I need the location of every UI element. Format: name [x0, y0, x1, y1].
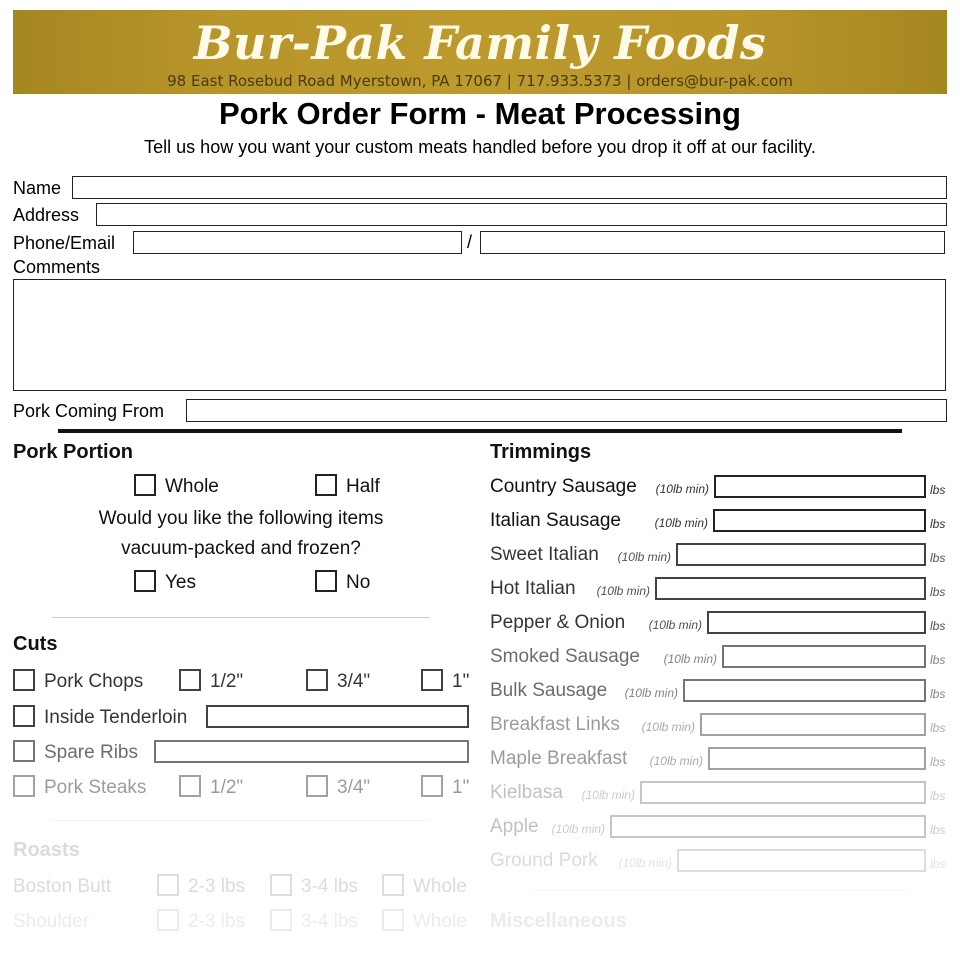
company-contact: 98 East Rosebud Road Myerstown, PA 17067 | 717.933.5373 | orders@bur-pak.com: [167, 72, 793, 90]
boston-butt-opt3-checkbox[interactable]: [382, 874, 404, 896]
portion-divider: [52, 617, 430, 618]
half-label: Half: [346, 476, 380, 497]
trimming-unit: lbs: [930, 755, 946, 769]
portion-heading: Pork Portion: [13, 441, 134, 463]
chops-three-quarter-checkbox[interactable]: [306, 669, 328, 691]
trimming-min-note: (10lb min): [654, 516, 708, 530]
boston-butt-opt3-label: Whole: [413, 876, 467, 897]
chops-half-inch-label: 1/2": [210, 671, 244, 692]
chops-one-inch-label: 1": [452, 671, 470, 692]
trimming-min-note: (10lb min): [596, 584, 650, 598]
email-field[interactable]: [480, 231, 945, 254]
trimming-label: Maple Breakfast: [490, 748, 628, 769]
trimming-lbs-field[interactable]: [676, 543, 926, 566]
trimming-label: Bulk Sausage: [490, 680, 608, 701]
inside-tenderloin-label: Inside Tenderloin: [44, 707, 188, 728]
chops-half-inch-checkbox[interactable]: [179, 669, 201, 691]
name-label: Name: [13, 178, 62, 198]
whole-label: Whole: [165, 476, 219, 497]
no-label: No: [346, 572, 371, 593]
spare-ribs-label: Spare Ribs: [44, 742, 138, 763]
steaks-one-inch-checkbox[interactable]: [421, 775, 443, 797]
inside-tenderloin-field[interactable]: [206, 705, 469, 728]
trimming-min-note: (10lb min): [641, 720, 695, 734]
yes-label: Yes: [165, 572, 196, 593]
cuts-divider: [52, 820, 430, 821]
trimming-label: Italian Sausage: [490, 510, 621, 531]
phone-email-separator: /: [467, 232, 473, 252]
boston-butt-opt2-label: 3-4 lbs: [301, 876, 359, 897]
trimming-unit: lbs: [930, 653, 946, 667]
pork-steaks-label: Pork Steaks: [44, 777, 147, 798]
trimming-lbs-field[interactable]: [707, 611, 926, 634]
form-title: Pork Order Form - Meat Processing: [219, 96, 741, 131]
trimming-unit: lbs: [930, 517, 946, 531]
trimming-label: Pepper & Onion: [490, 612, 626, 633]
boston-butt-opt1-label: 2-3 lbs: [188, 876, 246, 897]
shoulder-opt1-label: 2-3 lbs: [188, 911, 246, 932]
no-checkbox[interactable]: [315, 570, 337, 592]
trimming-lbs-field[interactable]: [722, 645, 926, 668]
yes-checkbox[interactable]: [134, 570, 156, 592]
trimming-unit: lbs: [930, 687, 946, 701]
pork-chops-checkbox[interactable]: [13, 669, 35, 691]
trimming-lbs-field[interactable]: [640, 781, 926, 804]
form-subtitle: Tell us how you want your custom meats handled before you drop it off at our facility.: [144, 137, 816, 157]
trimming-min-note: (10lb min): [649, 754, 703, 768]
cuts-heading: Cuts: [13, 633, 58, 655]
header-banner: [13, 10, 947, 94]
shoulder-opt3-checkbox[interactable]: [382, 909, 404, 931]
trimming-label: Smoked Sausage: [490, 646, 640, 667]
trimming-unit: lbs: [930, 619, 946, 633]
company-name: Bur-Pak Family Foods: [193, 16, 767, 70]
shoulder-label: Shoulder: [13, 911, 90, 932]
trimming-unit: lbs: [930, 551, 946, 565]
boston-butt-opt1-checkbox[interactable]: [157, 874, 179, 896]
trimming-unit: lbs: [930, 483, 946, 497]
trimmings-heading: Trimmings: [490, 441, 592, 463]
trimming-min-note: (10lb min): [655, 482, 709, 496]
trimming-label: Kielbasa: [490, 782, 563, 803]
inside-tenderloin-checkbox[interactable]: [13, 705, 35, 727]
trimming-min-note: (10lb min): [624, 686, 678, 700]
trimming-min-note: (10lb min): [648, 618, 702, 632]
trimming-label: Sweet Italian: [490, 544, 599, 565]
phone-field[interactable]: [133, 231, 462, 254]
shoulder-opt2-checkbox[interactable]: [270, 909, 292, 931]
address-field[interactable]: [96, 203, 947, 226]
vacuum-question-line2: vacuum-packed and frozen?: [121, 538, 361, 559]
trimming-lbs-field[interactable]: [677, 849, 926, 872]
trimming-unit: lbs: [930, 857, 946, 871]
roasts-heading: Roasts: [13, 839, 80, 861]
shoulder-opt3-label: Whole: [413, 911, 467, 932]
comments-field[interactable]: [13, 279, 946, 391]
trimming-unit: lbs: [930, 789, 946, 803]
shoulder-opt2-label: 3-4 lbs: [301, 911, 359, 932]
steaks-one-inch-label: 1": [452, 777, 470, 798]
name-field[interactable]: [72, 176, 947, 199]
chops-one-inch-checkbox[interactable]: [421, 669, 443, 691]
steaks-three-quarter-label: 3/4": [337, 777, 371, 798]
steaks-half-inch-label: 1/2": [210, 777, 244, 798]
pork-from-field[interactable]: [186, 399, 947, 422]
trimming-min-note: (10lb min): [581, 788, 635, 802]
trimming-unit: lbs: [930, 585, 946, 599]
trimming-unit: lbs: [930, 721, 946, 735]
trimming-lbs-field[interactable]: [713, 509, 926, 532]
trimming-lbs-field[interactable]: [700, 713, 926, 736]
trimming-unit: lbs: [930, 823, 946, 837]
trimming-label: Ground Pork: [490, 850, 598, 871]
spare-ribs-checkbox[interactable]: [13, 740, 35, 762]
trimming-lbs-field[interactable]: [610, 815, 926, 838]
trimmings-divider: [533, 890, 908, 891]
shoulder-opt1-checkbox[interactable]: [157, 909, 179, 931]
trimming-label: Hot Italian: [490, 578, 576, 599]
address-label: Address: [13, 205, 80, 225]
steaks-three-quarter-checkbox[interactable]: [306, 775, 328, 797]
trimming-min-note: (10lb min): [663, 652, 717, 666]
trimming-lbs-field[interactable]: [683, 679, 926, 702]
trimming-min-note: (10lb min): [618, 856, 672, 870]
trimming-min-note: (10lb min): [617, 550, 671, 564]
whole-checkbox[interactable]: [134, 474, 156, 496]
section-divider: [58, 429, 902, 433]
pork-from-label: Pork Coming From: [13, 401, 165, 421]
spare-ribs-field[interactable]: [154, 740, 469, 763]
trimming-label: Breakfast Links: [490, 714, 620, 735]
half-checkbox[interactable]: [315, 474, 337, 496]
comments-label: Comments: [13, 257, 101, 277]
trimming-label: Country Sausage: [490, 476, 637, 497]
pork-chops-label: Pork Chops: [44, 671, 144, 692]
trimming-lbs-field[interactable]: [714, 475, 926, 498]
phone-email-label: Phone/Email: [13, 233, 116, 253]
boston-butt-label: Boston Butt: [13, 876, 112, 897]
pork-steaks-checkbox[interactable]: [13, 775, 35, 797]
boston-butt-opt2-checkbox[interactable]: [270, 874, 292, 896]
trimming-min-note: (10lb min): [551, 822, 605, 836]
vacuum-question-line1: Would you like the following items: [98, 508, 384, 529]
trimming-lbs-field[interactable]: [708, 747, 926, 770]
chops-three-quarter-label: 3/4": [337, 671, 371, 692]
steaks-half-inch-checkbox[interactable]: [179, 775, 201, 797]
misc-heading: Miscellaneous: [490, 910, 627, 932]
trimming-label: Apple: [490, 816, 539, 837]
trimming-lbs-field[interactable]: [655, 577, 926, 600]
